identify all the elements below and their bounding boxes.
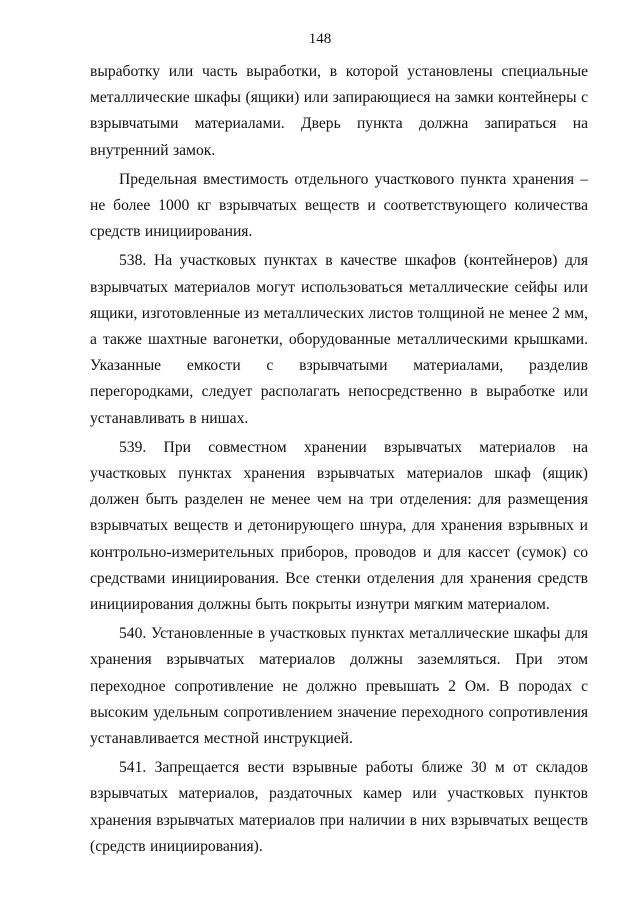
paragraph-continuation: выработку или часть выработки, в которой установлены специальные металлические шкафы (ящики) или запирающиеся на замки контейнеры с взрывчатыми материалами. Дверь пункта должна запираться на внутренний замок. [90, 63, 588, 159]
paragraph-539: 539. При совместном хранении взрывчатых материалов на участковых пунктах хранения взрывчатых материалов шкаф (ящик) должен быть разделен не менее чем на три отделения: для размещения взрывчатых веществ и детонирующего шнура, для хранения взрывных и контрольно-измерительных приборов, проводов и для кассет (сумок) со средствами инициирования. Все стенки отделения для хранения средств инициирования должны быть покрыты изнутри мягким материалом. [90, 438, 588, 614]
paragraph-540: 540. Установленные в участковых пунктах металлические шкафы для хранения взрывчатых материалов должны заземляться. При этом переходное сопротивление не должно превышать 2 Ом. В породах с высоким удельным сопротивлением значение переходного сопротивления устанавливается местной инструкцией. [90, 625, 588, 748]
paragraph-538: 538. На участковых пунктах в качестве шкафов (контейнеров) для взрывчатых материалов могут использоваться металлические сейфы или ящики, изготовленные из металлических листов толщиной не менее 2 мм, а также шахтные вагонетки, оборудованные металлическими крышками. Указанные емкости с взрывчатыми материалами, разделив перегородками, следует располагать непосредственно в выработке или устанавливать в нишах. [90, 252, 588, 427]
paragraph-541: 541. Запрещается вести взрывные работы ближе 30 м от складов взрывчатых материалов, раздаточных камер или участковых пунктов хранения взрывчатых материалов при наличии в них взрывчатых веществ (средств инициирования). [90, 759, 588, 855]
document-body [90, 59, 588, 860]
page-number: 148 [308, 31, 332, 47]
paragraph-storage-capacity: Предельная вместимость отдельного участкового пункта хранения – не более 1000 кг взрывчатых веществ и соответствующего количества средств инициирования. [90, 170, 588, 241]
